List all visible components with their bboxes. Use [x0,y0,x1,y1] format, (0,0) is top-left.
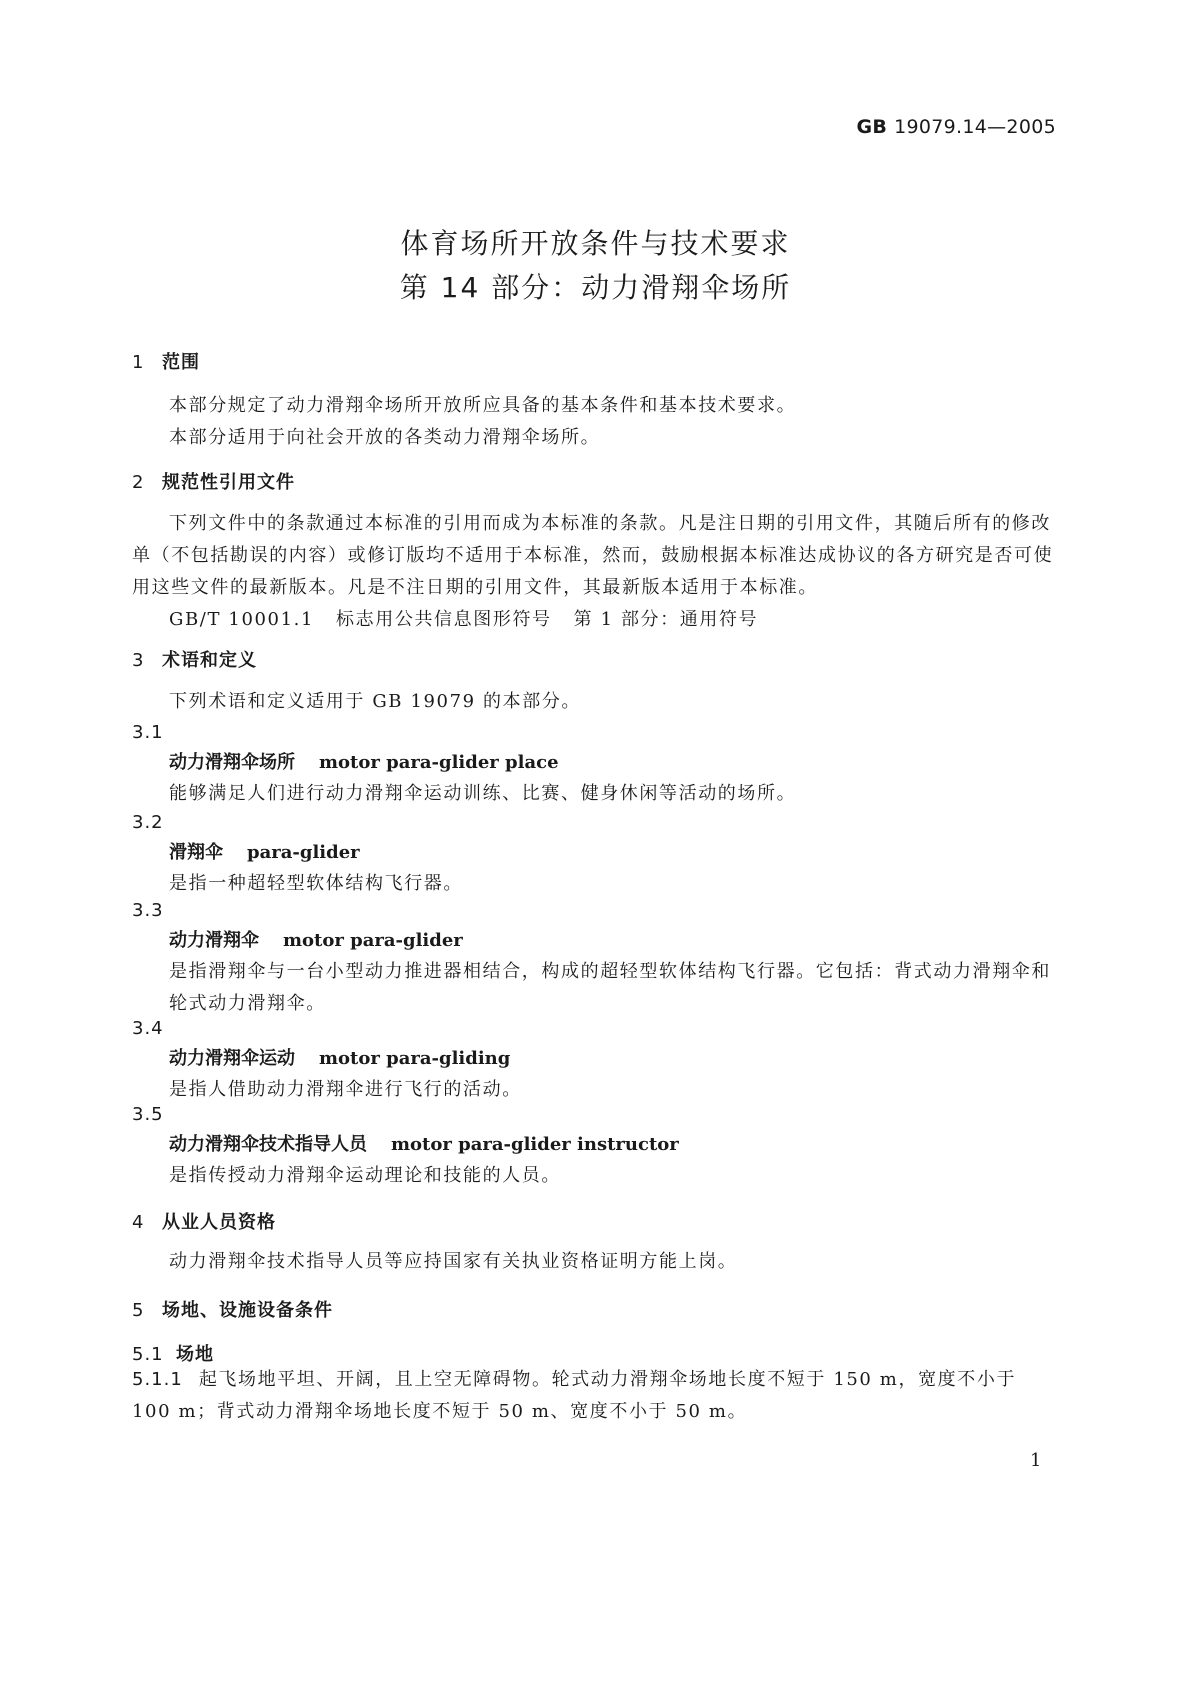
paragraph: 本部分适用于向社会开放的各类动力滑翔伞场所。 [169,427,601,448]
paragraph: 本部分规定了动力滑翔伞场所开放所应具备的基本条件和基本技术要求。 [169,395,797,416]
term-3-5 [132,1100,1062,1192]
term-number: 3.4 [132,1018,164,1039]
term-number: 3.2 [132,812,164,833]
reference-code: GB/T 10001.1 [169,609,315,630]
term-zh: 动力滑翔伞运动 [169,1048,295,1069]
clause-text [132,1364,1062,1428]
term-definition: 是指传授动力滑翔伞运动理论和技能的人员。 [169,1165,561,1186]
section-number: 4 [132,1212,145,1233]
term-definition: 能够满足人们进行动力滑翔伞运动训练、比赛、健身休闲等活动的场所。 [169,783,797,804]
subsection-number: 5.1 [132,1344,164,1365]
section-title: 场地、设施设备条件 [162,1300,333,1321]
term-en: motor para-glider [283,930,463,951]
standard-prefix: GB [856,116,888,138]
clause-number: 5.1.1 [132,1369,183,1390]
section-1-heading [132,348,1062,374]
page-number: 1 [1030,1450,1042,1471]
reference-title: 标志用公共信息图形符号 [336,609,552,630]
section-number: 1 [132,352,145,373]
standard-number: 19079.14—2005 [894,116,1056,138]
section-1-body [132,390,1062,454]
term-en: motor para-glider place [319,752,559,773]
clause-5-1-1 [132,1364,1062,1428]
section-number: 5 [132,1300,145,1321]
paragraph: 下列术语和定义适用于 GB 19079 的本部分。 [169,691,582,712]
section-title: 从业人员资格 [162,1212,276,1233]
term-definition: 是指一种超轻型软体结构飞行器。 [169,873,463,894]
term-definition: 是指滑翔伞与一台小型动力推进器相结合，构成的超轻型软体结构飞行器。它包括：背式动力滑翔伞和轮式动力滑翔伞。 [169,961,1051,1014]
term-3-3 [132,896,1062,1020]
term-number: 3.1 [132,722,164,743]
section-3-heading [132,646,1062,672]
term-zh: 动力滑翔伞技术指导人员 [169,1134,367,1155]
subsection-5-1-heading [132,1340,1062,1366]
term-en: motor para-glider instructor [391,1134,679,1155]
section-4-heading [132,1208,1062,1234]
term-en: para-glider [247,842,360,863]
term-number: 3.5 [132,1104,164,1125]
subsection-title: 场地 [176,1344,214,1365]
section-2-body [132,508,1062,636]
document-title: 体育场所开放条件与技术要求 [400,227,791,260]
reference-part: 第 1 部分：通用符号 [573,609,759,630]
term-zh: 动力滑翔伞场所 [169,752,295,773]
term-zh: 动力滑翔伞 [169,930,259,951]
section-title: 术语和定义 [162,650,257,671]
term-3-2 [132,808,1062,900]
section-title: 范围 [162,352,200,373]
term-en: motor para-gliding [319,1048,511,1069]
section-4-body [132,1246,1062,1278]
term-zh: 滑翔伞 [169,842,223,863]
paragraph: 动力滑翔伞技术指导人员等应持国家有关执业资格证明方能上岗。 [169,1251,738,1272]
section-5-heading [132,1296,1062,1322]
standard-code [856,116,1056,138]
term-3-1 [132,718,1062,810]
term-number: 3.3 [132,900,164,921]
section-3-intro [132,686,1062,718]
clause-body: 起飞场地平坦、开阔，且上空无障碍物。轮式动力滑翔伞场地长度不短于 150 m，宽度不小于 100 m；背式动力滑翔伞场地长度不短于 50 m、宽度不小于 50 m。 [132,1369,1017,1422]
section-title: 规范性引用文件 [162,472,295,493]
document-subtitle: 第 14 部分：动力滑翔伞场所 [399,271,792,304]
paragraph: 下列文件中的条款通过本标准的引用而成为本标准的条款。凡是注日期的引用文件，其随后所有的修改单（不包括勘误的内容）或修订版均不适用于本标准，然而，鼓励根据本标准达成协议的各方研究是否可使用这些文件的最新版本。凡是不注日期的引用文件，其最新版本适用于本标准。 [132,513,1054,598]
section-number: 2 [132,472,145,493]
term-definition: 是指人借助动力滑翔伞进行飞行的活动。 [169,1079,522,1100]
normative-reference [132,604,1062,636]
section-2-heading [132,468,1062,494]
term-3-4 [132,1014,1062,1106]
section-number: 3 [132,650,145,671]
